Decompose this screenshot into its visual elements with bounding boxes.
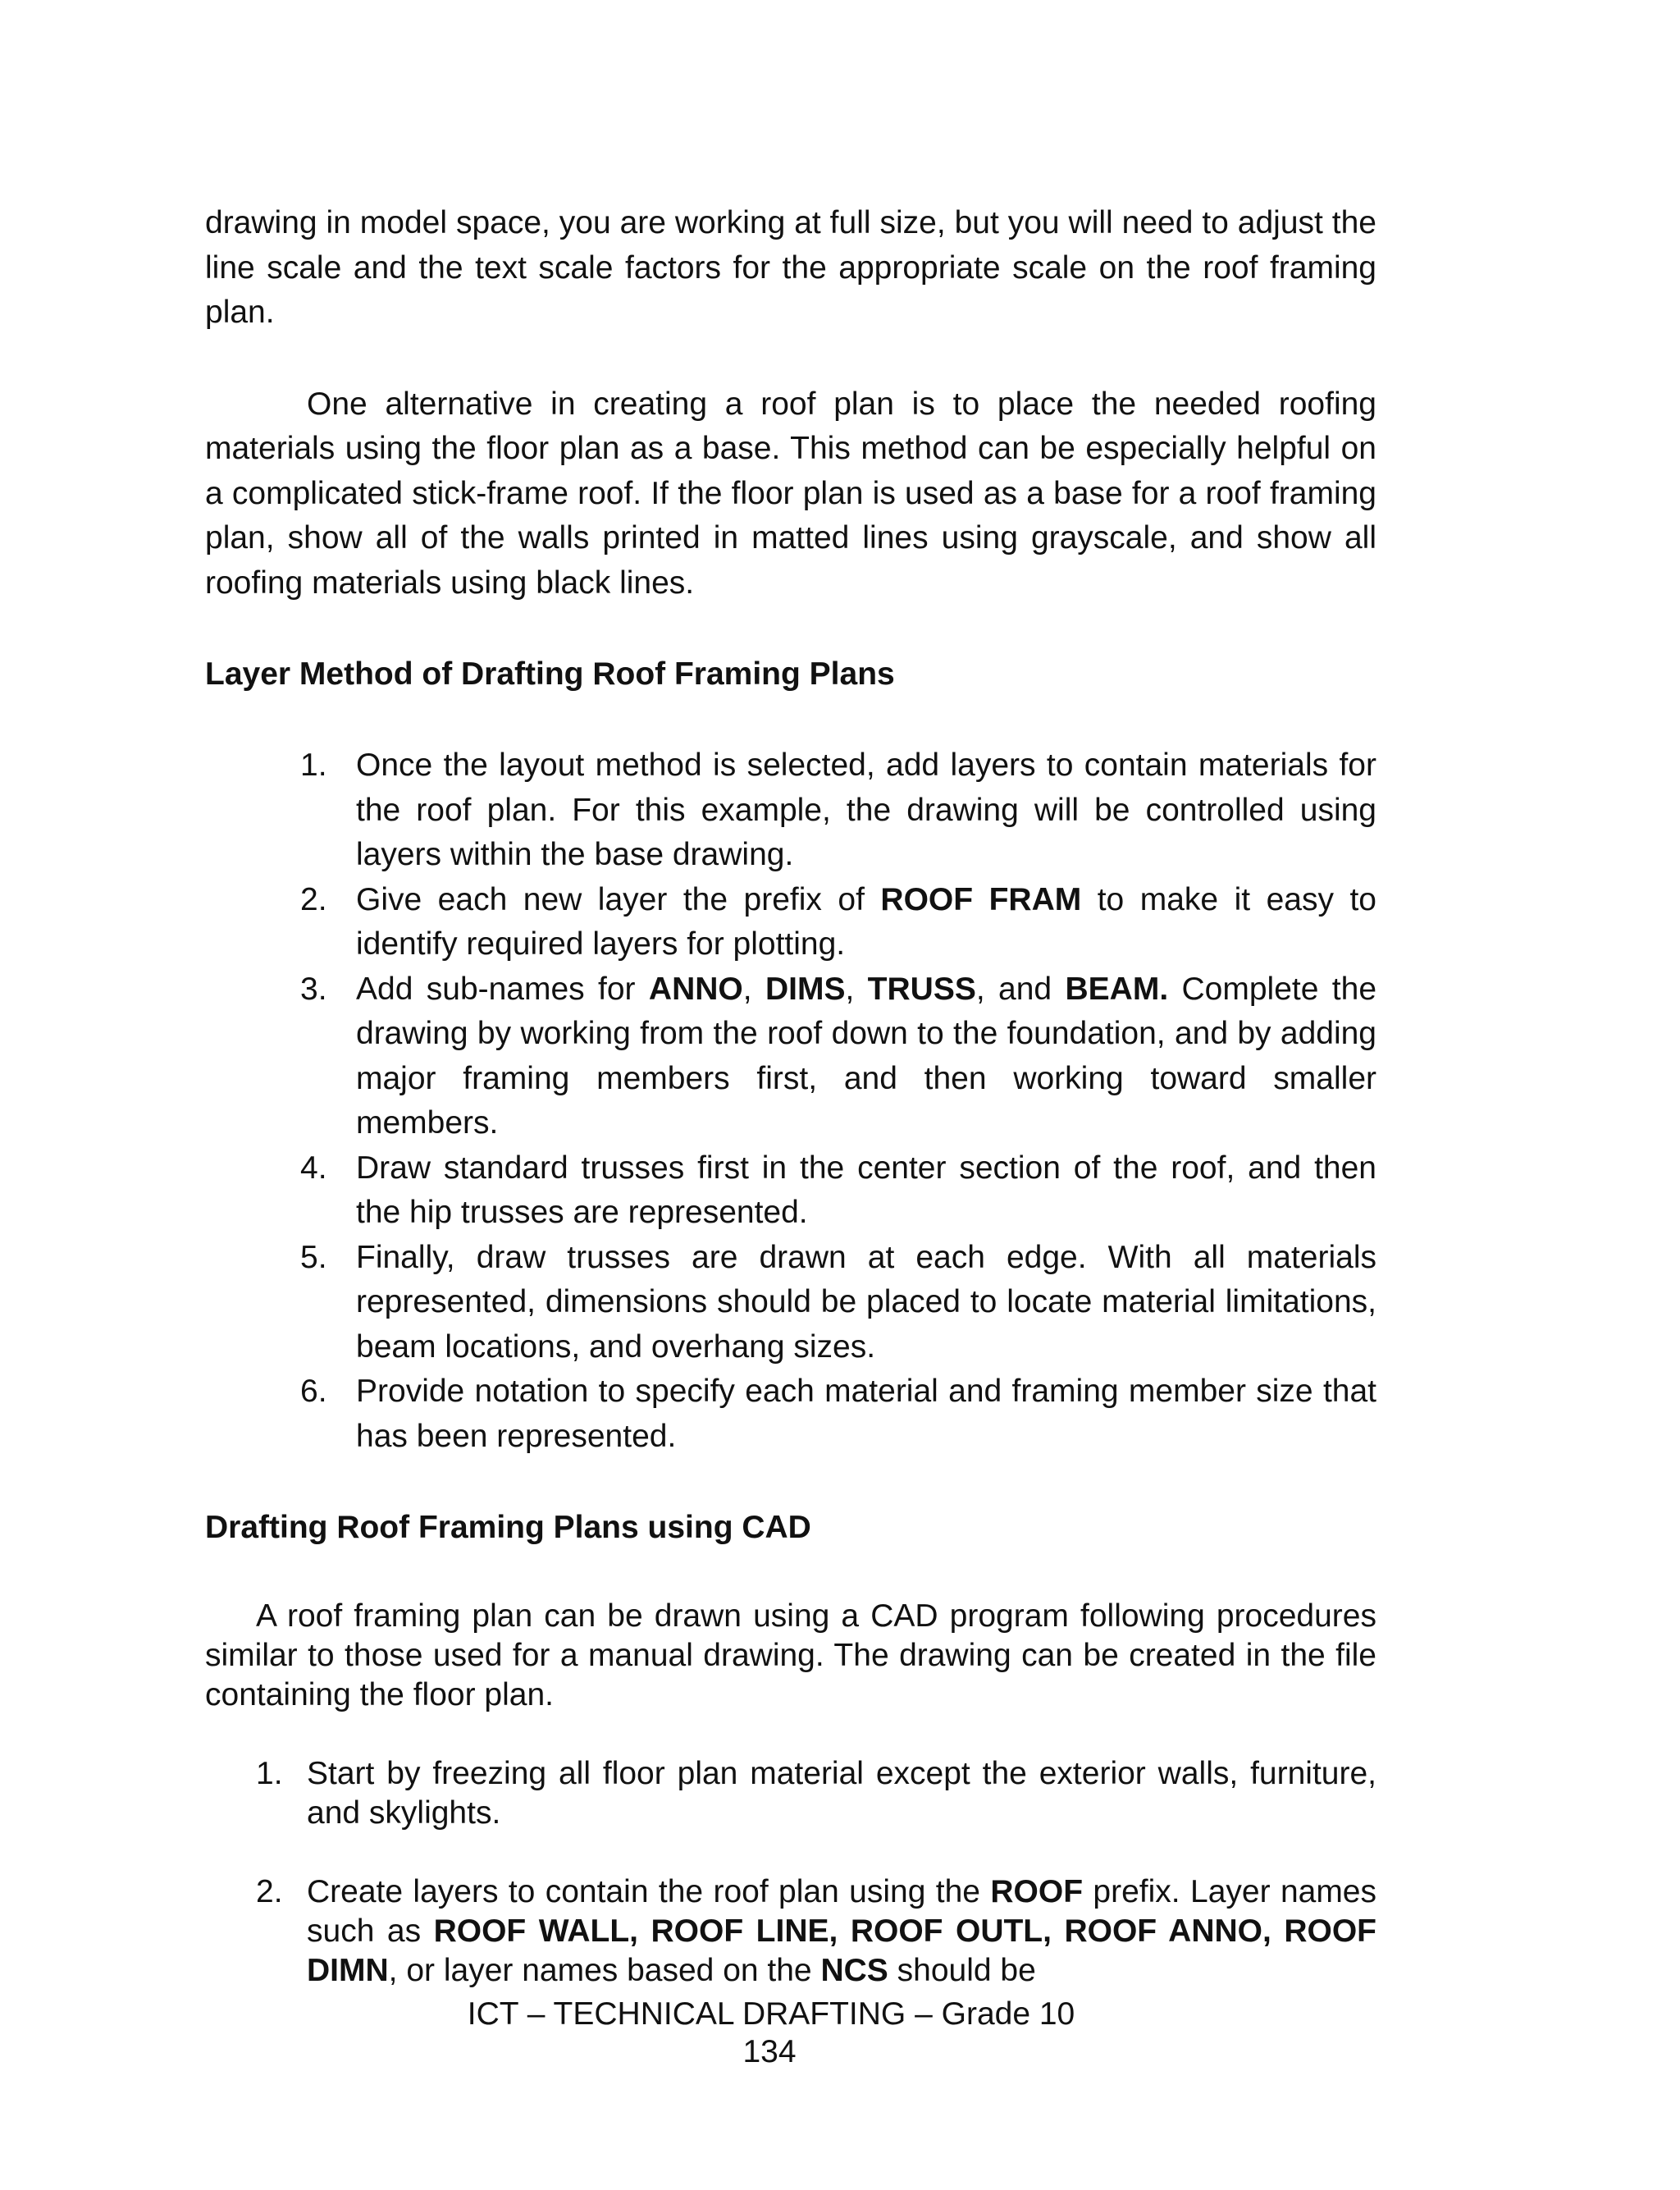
list-item bbox=[300, 967, 1377, 1146]
list-number: 6. bbox=[300, 1374, 327, 1409]
list-number: 2. bbox=[256, 1874, 283, 1909]
bold-term: ROOF FRAM bbox=[880, 881, 1082, 917]
list-item bbox=[300, 1369, 1376, 1459]
page-footer bbox=[0, 1996, 1680, 2071]
list-item bbox=[256, 1754, 1376, 1833]
list-text: Create layers to contain the roof plan using the bbox=[307, 1874, 991, 1909]
list-text: Give each new layer the prefix of bbox=[356, 881, 881, 917]
heading-layer-method: Layer Method of Drafting Roof Framing Plans bbox=[205, 656, 895, 692]
bold-term: ROOF WALL, ROOF LINE, ROOF OUTL, ROOF ANNO, ROOF DIMN bbox=[307, 1913, 1376, 1988]
list-number: 3. bbox=[300, 971, 327, 1007]
footer-course: ICT – TECHNICAL DRAFTING – Grade 10 bbox=[467, 1996, 1075, 2032]
list-text: , bbox=[845, 971, 868, 1007]
paragraph-alternative: One alternative in creating a roof plan is to place the needed roofing materials using the floor plan as a base. This method can be especially helpful on a complicated stick-frame roof. If the floor plan is used as a base for a roof framing plan, show all of the walls printed in matted lines using grayscale, and show all roofing materials using black lines. bbox=[205, 386, 1376, 601]
heading-cad: Drafting Roof Framing Plans using CAD bbox=[205, 1510, 811, 1545]
list-text: Draw standard trusses first in the center section of the roof, and then the hip trusses are represented. bbox=[356, 1150, 1376, 1230]
list-item bbox=[300, 878, 1376, 967]
paragraph-cad-intro: A roof framing plan can be drawn using a CAD program following procedures similar to those used for a manual drawing. The drawing can be created in the file containing the floor plan. bbox=[205, 1598, 1376, 1712]
bold-term: ROOF bbox=[990, 1874, 1084, 1909]
list-text: Complete the drawing by working from the roof down to the foundation, and by adding major framing members first, and then working toward smaller members. bbox=[356, 971, 1377, 1141]
list-item bbox=[300, 1236, 1376, 1370]
list-text: should be bbox=[888, 1953, 1036, 1988]
list-item bbox=[256, 1872, 1376, 1991]
list-text: Once the layout method is selected, add layers to contain materials for the roof plan. For this example, the drawing will be controlled using layers within the base drawing. bbox=[356, 748, 1376, 872]
list-text: , bbox=[742, 971, 765, 1007]
layer-method-steps bbox=[205, 743, 1376, 1459]
list-text: Add sub-names for bbox=[356, 971, 649, 1007]
list-number: 1. bbox=[300, 748, 327, 783]
list-number: 1. bbox=[256, 1756, 283, 1791]
paragraph-model-space: drawing in model space, you are working at full size, but you will need to adjust the line scale and the text scale factors for the appropriate scale on the roof framing plan. bbox=[205, 205, 1376, 330]
list-text: prefix. Layer names such as bbox=[307, 1874, 1376, 1949]
bold-term: BEAM. bbox=[1065, 971, 1169, 1007]
list-text: Provide notation to specify each material and framing member size that has been represented. bbox=[356, 1374, 1376, 1454]
list-number: 2. bbox=[300, 881, 327, 917]
page-content bbox=[205, 201, 1376, 1991]
bold-term: TRUSS bbox=[867, 971, 976, 1007]
list-number: 5. bbox=[300, 1239, 327, 1275]
list-text: Finally, draw trusses are drawn at each edge. With all materials represented, dimensions should be placed to locate material limitations, beam locations, and overhang sizes. bbox=[356, 1239, 1376, 1365]
bold-term: DIMS bbox=[765, 971, 846, 1007]
list-number: 4. bbox=[300, 1150, 327, 1186]
list-text: , and bbox=[975, 971, 1066, 1007]
list-text: , or layer names based on the bbox=[388, 1953, 821, 1988]
list-text: Start by freezing all floor plan material except the exterior walls, furniture, and skylights. bbox=[307, 1756, 1376, 1831]
cad-steps bbox=[205, 1754, 1376, 1991]
list-item bbox=[300, 743, 1376, 878]
list-item bbox=[300, 1146, 1376, 1236]
page-number: 134 bbox=[742, 2034, 797, 2069]
bold-term: NCS bbox=[820, 1953, 888, 1988]
list-text: to make it easy to identify required layers for plotting. bbox=[356, 881, 1376, 962]
bold-term: ANNO bbox=[648, 971, 743, 1007]
